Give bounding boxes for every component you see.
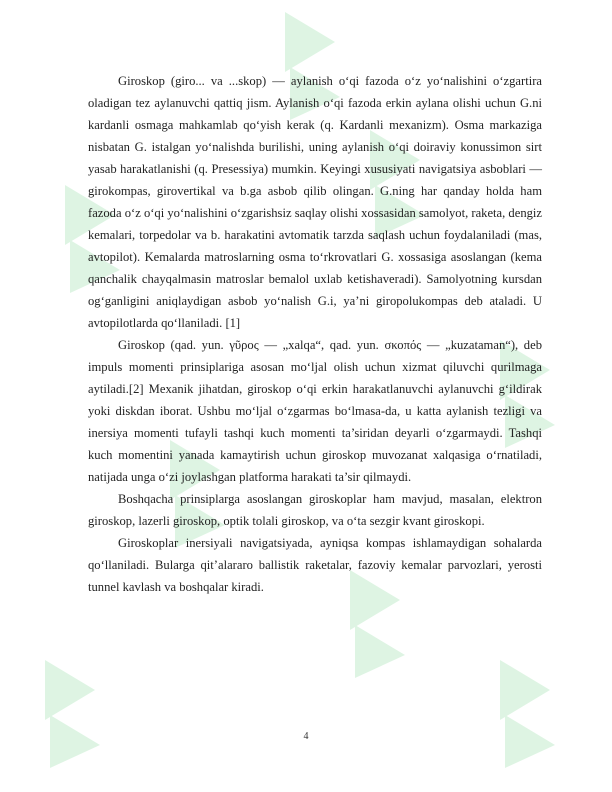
body-text <box>88 70 542 598</box>
watermark-logo <box>480 650 570 770</box>
paragraph-etymology: Giroskop (qad. yun. γῦρος — „xalqa“, qad. yun. σκοπός — „kuzataman“), deb impuls momenti prinsiplariga asosan mo‘ljal olish uchun xizmat qiluvchi qurilmaga aytiladi.[2] Mexanik jihatdan, giroskop o‘qi erkin harakatlanuvchi aylanuvchi g‘ildirak yoki diskdan iborat. Ushbu mo‘ljal o‘zgarmas bo‘lmasa-da, u katta aylanish tezligi va inersiya momenti tufayli tashqi kuch momenti ta’siridan deyarli o‘zgarmaydi. Tashqi kuch momentini yanada kamaytirish uchun giroskop muvozanat xalqasiga o‘rnatiladi, natijada unga o‘zi joylashgan platforma harakati ta’sir qilmaydi. <box>88 338 542 484</box>
paragraph-applications: Giroskoplar inersiyali navigatsiyada, ayniqsa kompas ishlamaydigan sohalarda qo‘llaniladi. Bularga qit’alararo ballistik raketalar, fazoviy kemalar parvozlari, yerosti tunnel kavlash va boshqalar kiradi. <box>88 536 542 594</box>
paragraph-giroskop-definition: Giroskop (giro... va ...skop) — aylanish o‘qi fazoda o‘z yo‘nalishini o‘zgartira oladigan tez aylanuvchi qattiq jism. Aylanish o‘qi fazoda erkin aylana olishi uchun G.ni kardanli osmaga mahkamlab qo‘yish kerak (q. Kardanli mexanizm). Osma markaziga nisbatan G. istalgan yo‘nalishda burilishi, uning aylanish o‘qi doiraviy konussimon sirt yasab harakatlanishi (q. Presessiya) mumkin. Keyingi xususiyati navigatsiya asboblari — girokompas, girovertikal va b.ga asbob qilib olingan. G.ning har qanday holda ham fazoda o‘z o‘qi yo‘nalishini o‘zgarishsiz saqlay olishi xossasidan samolyot, raketa, dengiz kemalari, torpedolar va b. harakatini avtomatik tarzda saqlash uchun foydalaniladi (mas, avtopilot). Kemalarda matroslarning osma to‘rkrovatlari G. xossasiga asoslangan (kema qanchalik chayqalmasin matroslar bemalol uxlab ketishaveradi). Samolyotning kursdan og‘ganligini aniqlaydigan asbob yo‘nalish G.i, ya’ni giropolukompas deb ataladi. U avtopilotlarda qo‘llaniladi. [1] <box>88 74 542 330</box>
page-number: 4 <box>303 731 309 742</box>
watermark-logo <box>25 650 115 770</box>
paragraph-other-principles: Boshqacha prinsiplarga asoslangan giroskoplar ham mavjud, masalan, elektron giroskop, lazerli giroskop, optik tolali giroskop, va o‘ta sezgir kvant giroskopi. <box>88 492 542 528</box>
